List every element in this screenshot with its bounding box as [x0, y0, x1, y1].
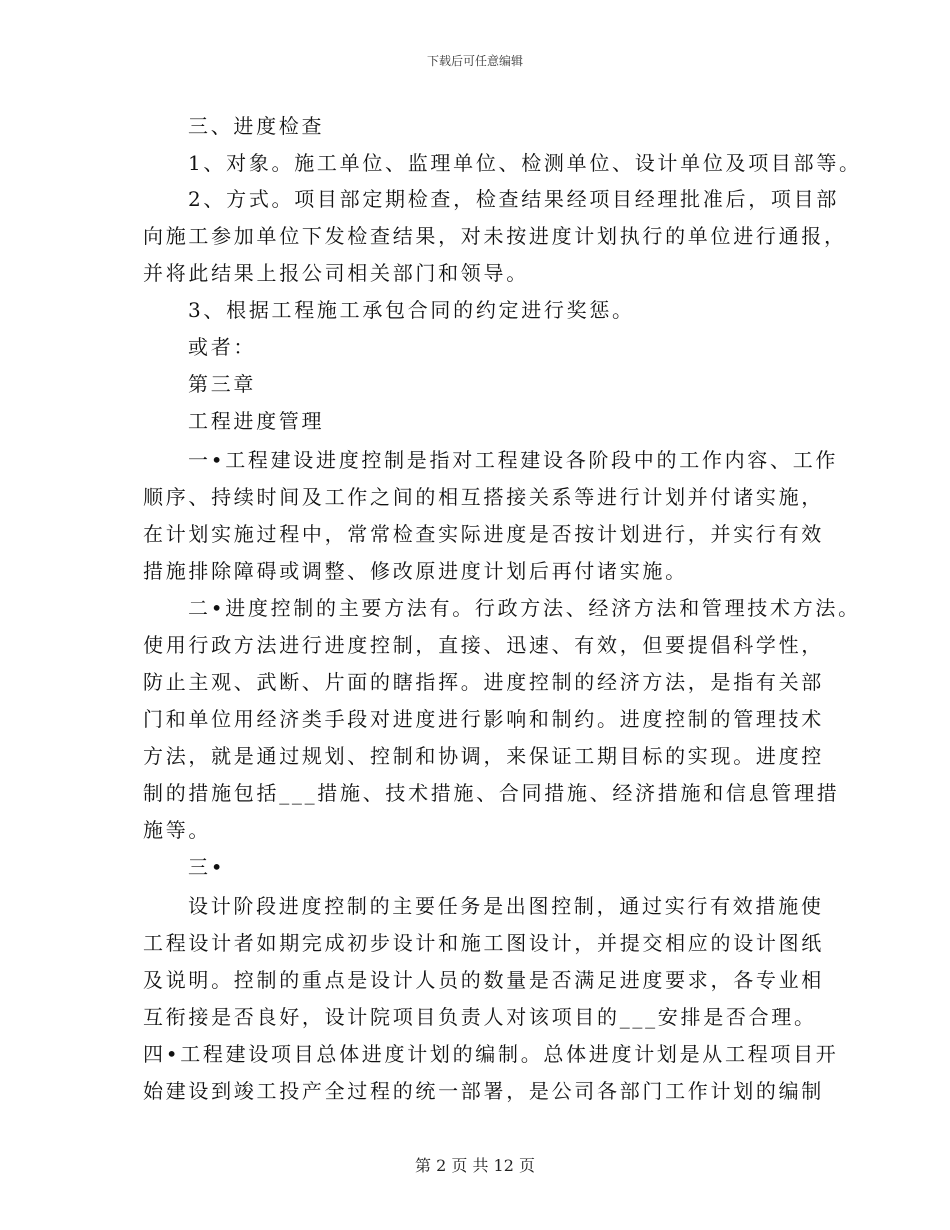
paragraph-line: 方法，就是通过规划、控制和协调，来保证工期目标的实现。进度控 — [143, 744, 824, 768]
paragraph-line: 制的措施包括___措施、技术措施、合同措施、经济措施和信息管理措 — [143, 781, 840, 805]
page-number: 第 2 页 共 12 页 — [415, 1156, 535, 1175]
paragraph-line: 互衔接是否良好，设计院项目负责人对该项目的___安排是否合理。 — [143, 1005, 817, 1029]
paragraph-line: 或者： — [188, 335, 257, 359]
paragraph-line: 使用行政方法进行进度控制，直接、迅速、有效，但要提倡科学性， — [143, 633, 824, 657]
chapter-title: 工程进度管理 — [188, 409, 325, 433]
paragraph-line: 顺序、持续时间及工作之间的相互搭接关系等进行计划并付诸实施， — [143, 485, 824, 509]
page-header-note: 下载后可任意编辑 — [426, 54, 523, 68]
paragraph-line: 工程设计者如期完成初步设计和施工图设计，并提交相应的设计图纸 — [143, 931, 824, 955]
paragraph-line: 门和单位用经济类手段对进度进行影响和制约。进度控制的管理技术 — [143, 707, 824, 731]
paragraph-line: 防止主观、武断、片面的瞎指挥。进度控制的经济方法，是指有关部 — [143, 670, 824, 694]
paragraph-line: 2、方式。项目部定期检查，检查结果经项目经理批准后，项目部 — [188, 187, 840, 211]
paragraph-line: 措施排除障碍或调整、修改原进度计划后再付诸实施。 — [143, 559, 688, 583]
paragraph-line: 1、对象。施工单位、监理单位、检测单位、设计单位及项目部等。 — [188, 151, 862, 175]
paragraph-line: 3、根据工程施工承包合同的约定进行奖惩。 — [188, 298, 635, 322]
paragraph-line: 施等。 — [143, 818, 212, 842]
paragraph-line: 并将此结果上报公司相关部门和领导。 — [143, 261, 529, 285]
paragraph-line: 设计阶段进度控制的主要任务是出图控制，通过实行有效措施使 — [188, 894, 824, 918]
paragraph-line: 四•工程建设项目总体进度计划的编制。总体进度计划是从工程项目开 — [143, 1042, 839, 1066]
paragraph-line: 向施工参加单位下发检查结果，对未按进度计划执行的单位进行通报， — [143, 224, 847, 248]
paragraph-line: 始建设到竣工投产全过程的统一部署，是公司各部门工作计划的编制 — [143, 1079, 824, 1103]
paragraph-line: 一•工程建设进度控制是指对工程建设各阶段中的工作内容、工作 — [188, 448, 839, 472]
section-heading: 三、进度检查 — [188, 114, 325, 138]
paragraph-line: 及说明。控制的重点是设计人员的数量是否满足进度要求，各专业相 — [143, 968, 824, 992]
paragraph-line: 在计划实施过程中，常常检查实际进度是否按计划进行，并实行有效 — [143, 522, 824, 546]
chapter-heading: 第三章 — [188, 372, 257, 396]
section-marker: 三• — [188, 855, 226, 879]
paragraph-line: 二•进度控制的主要方法有。行政方法、经济方法和管理技术方法。 — [188, 596, 861, 620]
